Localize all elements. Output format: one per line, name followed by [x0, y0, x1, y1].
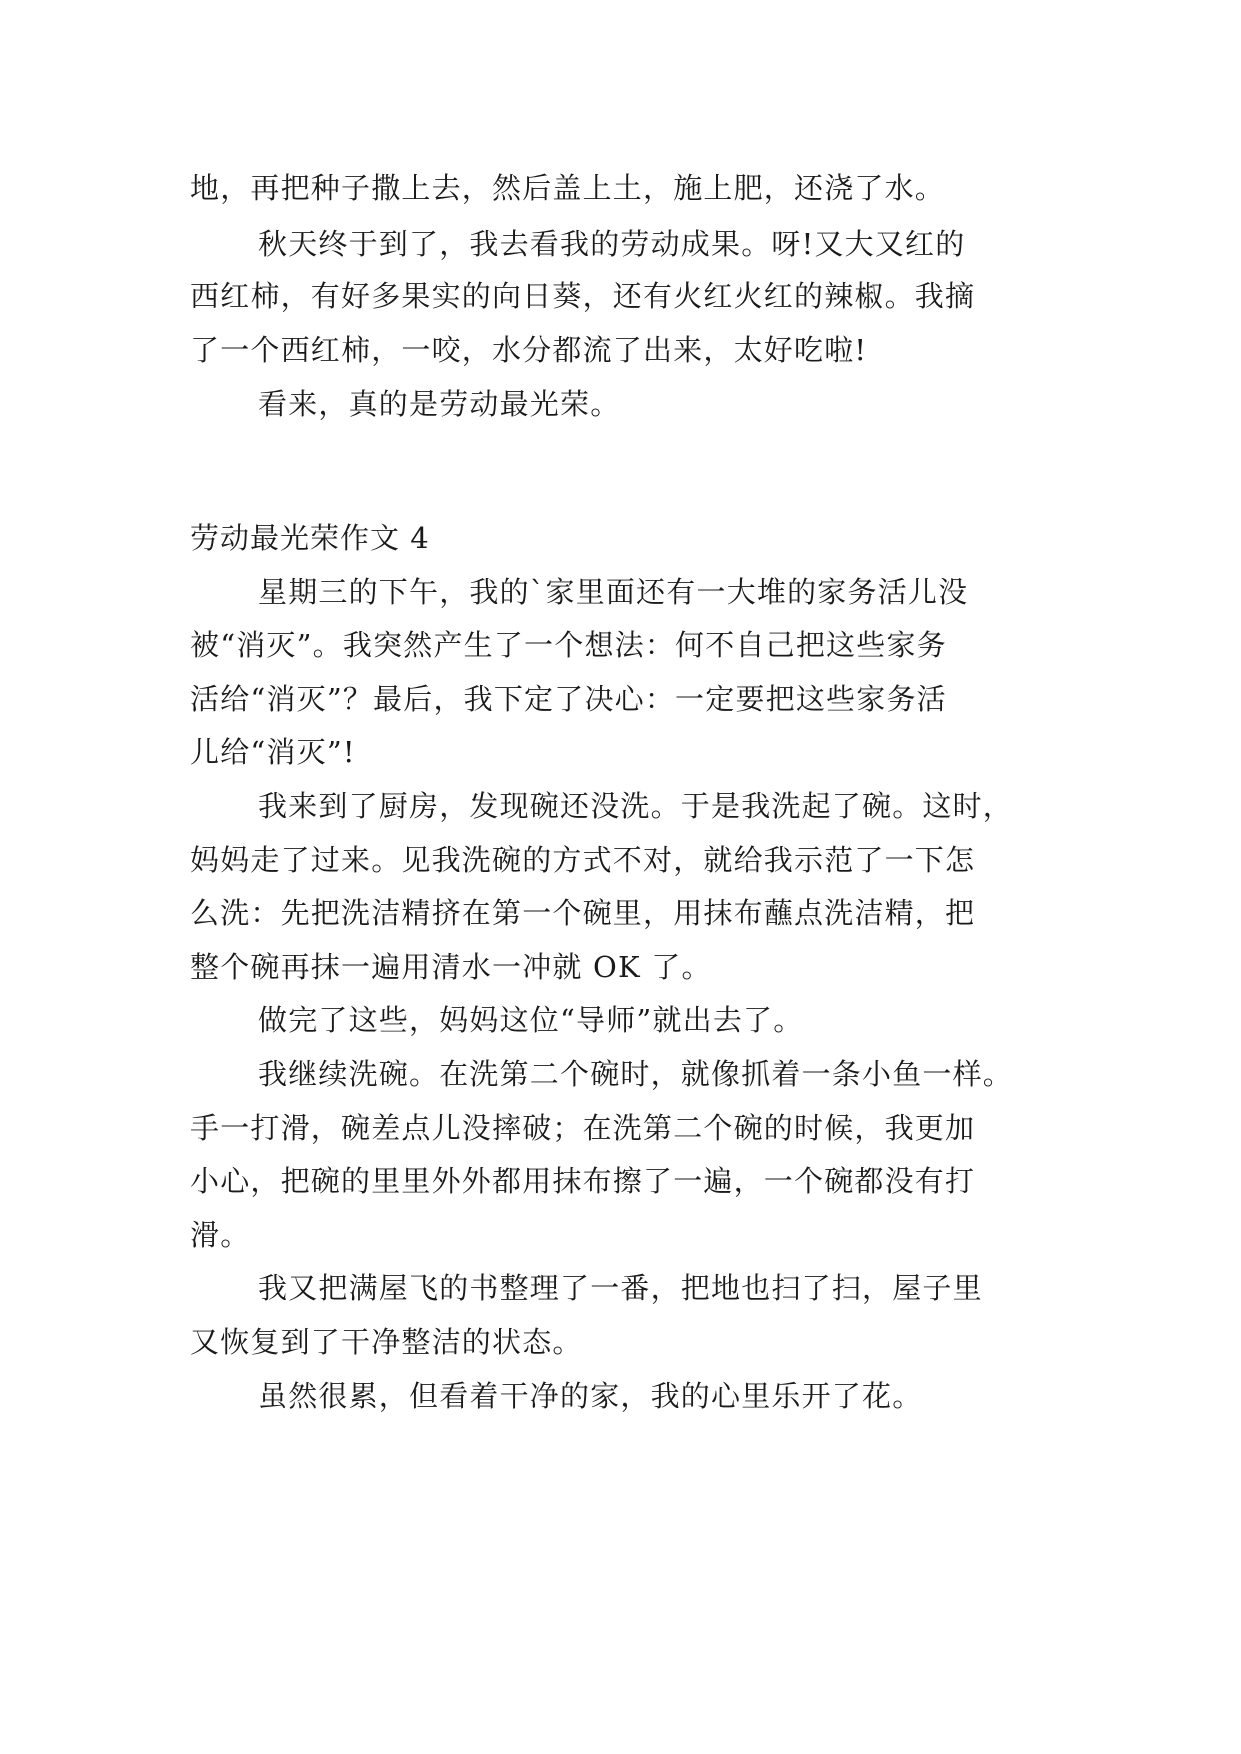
paragraph-start: 做完了这些，妈妈这位“导师”就出去了。	[258, 1003, 804, 1037]
paragraph-start: 我来到了厨房，发现碗还没洗。于是我洗起了碗。这时，	[258, 789, 1014, 823]
paragraph-start: 我又把满屋飞的书整理了一番，把地也扫了扫，屋子里	[258, 1271, 983, 1305]
section-heading: 劳动最光荣作文 4	[190, 521, 430, 555]
text-line: 地，再把种子撒上去，然后盖上土，施上肥，还浇了水。	[190, 171, 946, 205]
text-line: 手一打滑，碗差点儿没摔破；在洗第二个碗的时候，我更加	[190, 1111, 976, 1145]
paragraph-start: 看来，真的是劳动最光荣。	[258, 387, 621, 421]
paragraph-start: 秋天终于到了，我去看我的劳动成果。呀!又大又红的	[258, 227, 966, 261]
text-line: 西红柿，有好多果实的向日葵，还有火红火红的辣椒。我摘	[190, 279, 976, 313]
text-line: 妈妈走了过来。见我洗碗的方式不对，就给我示范了一下怎	[190, 843, 976, 877]
paragraph-start: 星期三的下午，我的`家里面还有一大堆的家务活儿没	[258, 575, 969, 609]
text-line: 儿给“消灭”!	[190, 735, 356, 769]
text-line: 小心，把碗的里里外外都用抹布擦了一遍，一个碗都没有打	[190, 1164, 976, 1198]
paragraph-start: 虽然很累，但看着干净的家，我的心里乐开了花。	[258, 1379, 923, 1413]
text-line: 活给“消灭”？最后，我下定了决心：一定要把这些家务活	[190, 682, 947, 716]
text-line: 整个碗再抹一遍用清水一冲就 OK 了。	[190, 950, 712, 984]
text-line: 了一个西红柿，一咬，水分都流了出来，太好吃啦!	[190, 333, 868, 367]
text-line: 么洗：先把洗洁精挤在第一个碗里，用抹布蘸点洗洁精，把	[190, 896, 976, 930]
text-line: 被“消灭”。我突然产生了一个想法：何不自己把这些家务	[190, 628, 947, 662]
paragraph-start: 我继续洗碗。在洗第二个碗时，就像抓着一条小鱼一样。	[258, 1057, 1014, 1091]
text-line: 滑。	[190, 1218, 251, 1252]
text-line: 又恢复到了干净整洁的状态。	[190, 1325, 583, 1359]
